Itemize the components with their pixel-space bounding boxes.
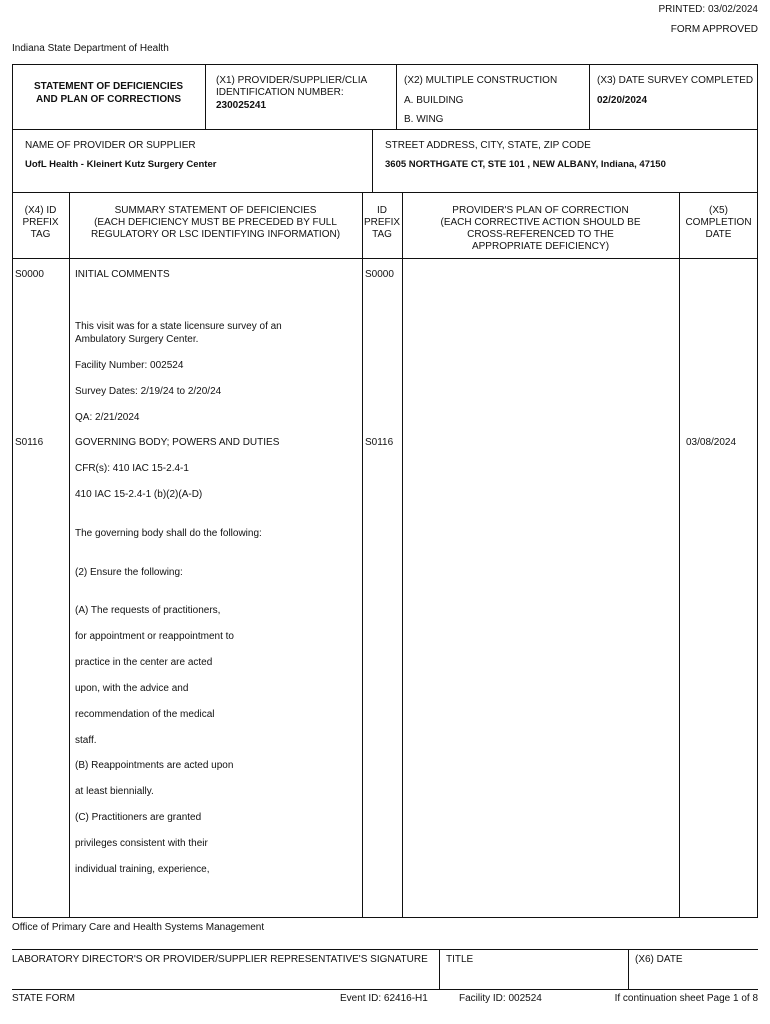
col-x4-2: PREFIX <box>22 217 59 228</box>
event-id: Event ID: 62416-H1 <box>340 993 428 1004</box>
printed-date: PRINTED: 03/02/2024 <box>658 4 758 15</box>
cfr-line: CFR(s): 410 IAC 15-2.4-1 <box>75 463 189 474</box>
col-plan-2: (EACH CORRECTIVE ACTION SHOULD BE <box>440 217 641 228</box>
governing-line: The governing body shall do the following: <box>75 528 262 539</box>
text-c2: privileges consistent with their <box>75 838 208 849</box>
col-id-3: TAG <box>372 229 392 240</box>
office-name: Office of Primary Care and Health Systems Management <box>12 922 265 933</box>
text-c1: (C) Practitioners are granted <box>75 812 202 823</box>
text-b2: at least biennially. <box>75 786 154 797</box>
text-a5: recommendation of the medical <box>75 709 215 720</box>
x1-label-2: IDENTIFICATION NUMBER: <box>216 87 344 98</box>
tag-s0116-right: S0116 <box>365 437 394 448</box>
x3-label: (X3) DATE SURVEY COMPLETED <box>597 75 754 86</box>
col-x5-3: DATE <box>705 229 732 240</box>
col-plan-1: PROVIDER'S PLAN OF CORRECTION <box>452 205 629 216</box>
form-approved: FORM APPROVED <box>670 24 758 35</box>
text-a1: (A) The requests of practitioners, <box>75 605 221 616</box>
title-label: TITLE <box>446 954 474 965</box>
address-value: 3605 NORTHGATE CT, STE 101 , NEW ALBANY, Indiana, 47150 <box>385 159 666 170</box>
col-id-2: PREFIX <box>363 217 401 228</box>
deficiency-table <box>12 192 758 918</box>
qa-date: QA: 2/21/2024 <box>75 412 140 423</box>
x3-value: 02/20/2024 <box>597 95 648 106</box>
x1-value: 230025241 <box>216 100 267 111</box>
col-plan-3: CROSS-REFERENCED TO THE <box>467 229 614 240</box>
col-plan-4: APPROPRIATE DEFICIENCY) <box>471 241 610 252</box>
continuation-sheet: If continuation sheet Page 1 of 8 <box>614 993 758 1004</box>
col-x5-2: COMPLETION <box>685 217 752 228</box>
col-summary-3: REGULATORY OR LSC IDENTIFYING INFORMATION) <box>90 229 341 240</box>
facility-number: Facility Number: 002524 <box>75 360 184 371</box>
col-summary-2: (EACH DEFICIENCY MUST BE PRECEDED BY FULL <box>94 217 337 228</box>
x2-label: (X2) MULTIPLE CONSTRUCTION <box>404 75 558 86</box>
x2-building: A. BUILDING <box>404 95 464 106</box>
provider-name: UofL Health - Kleinert Kutz Surgery Center <box>25 159 217 170</box>
text-a6: staff. <box>75 735 97 746</box>
text-a2: for appointment or reappointment to <box>75 631 234 642</box>
text-b1: (B) Reappointments are acted upon <box>75 760 234 771</box>
completion-date: 03/08/2024 <box>686 437 737 448</box>
iac-line: 410 IAC 15-2.4-1 (b)(2)(A-D) <box>75 489 203 500</box>
visit-line-1: This visit was for a state licensure survey of an <box>75 321 282 332</box>
x1-label-1: (X1) PROVIDER/SUPPLIER/CLIA <box>216 75 368 86</box>
visit-line-2: Ambulatory Surgery Center. <box>75 334 199 345</box>
agency-name: Indiana State Department of Health <box>12 43 169 54</box>
col-summary-1: SUMMARY STATEMENT OF DEFICIENCIES <box>114 205 317 216</box>
col-x5-1: (X5) <box>709 205 728 216</box>
state-form: STATE FORM <box>12 993 75 1004</box>
text-c3: individual training, experience, <box>75 864 210 875</box>
text-a4: upon, with the advice and <box>75 683 189 694</box>
statement-title-2: AND PLAN OF CORRECTIONS <box>36 94 181 105</box>
col-x4-3: TAG <box>30 229 51 240</box>
tag-s0000-right: S0000 <box>365 269 394 280</box>
governing-body-title: GOVERNING BODY; POWERS AND DUTIES <box>75 437 280 448</box>
tag-s0000: S0000 <box>15 269 44 280</box>
col-id-1: ID <box>377 205 387 216</box>
statement-title-1: STATEMENT OF DEFICIENCIES <box>33 81 184 92</box>
tag-s0116: S0116 <box>15 437 44 448</box>
col-x4-1: (X4) ID <box>24 205 57 216</box>
provider-name-label: NAME OF PROVIDER OR SUPPLIER <box>25 140 196 151</box>
ensure-line: (2) Ensure the following: <box>75 567 183 578</box>
text-a3: practice in the center are acted <box>75 657 213 668</box>
survey-dates: Survey Dates: 2/19/24 to 2/20/24 <box>75 386 222 397</box>
initial-comments-title: INITIAL COMMENTS <box>75 269 170 280</box>
x2-wing: B. WING <box>404 114 444 125</box>
signature-label: LABORATORY DIRECTOR'S OR PROVIDER/SUPPLIER REPRESENTATIVE'S SIGNATURE <box>12 954 428 965</box>
x6-date-label: (X6) DATE <box>635 954 683 965</box>
address-label: STREET ADDRESS, CITY, STATE, ZIP CODE <box>385 140 591 151</box>
facility-id: Facility ID: 002524 <box>459 993 542 1004</box>
